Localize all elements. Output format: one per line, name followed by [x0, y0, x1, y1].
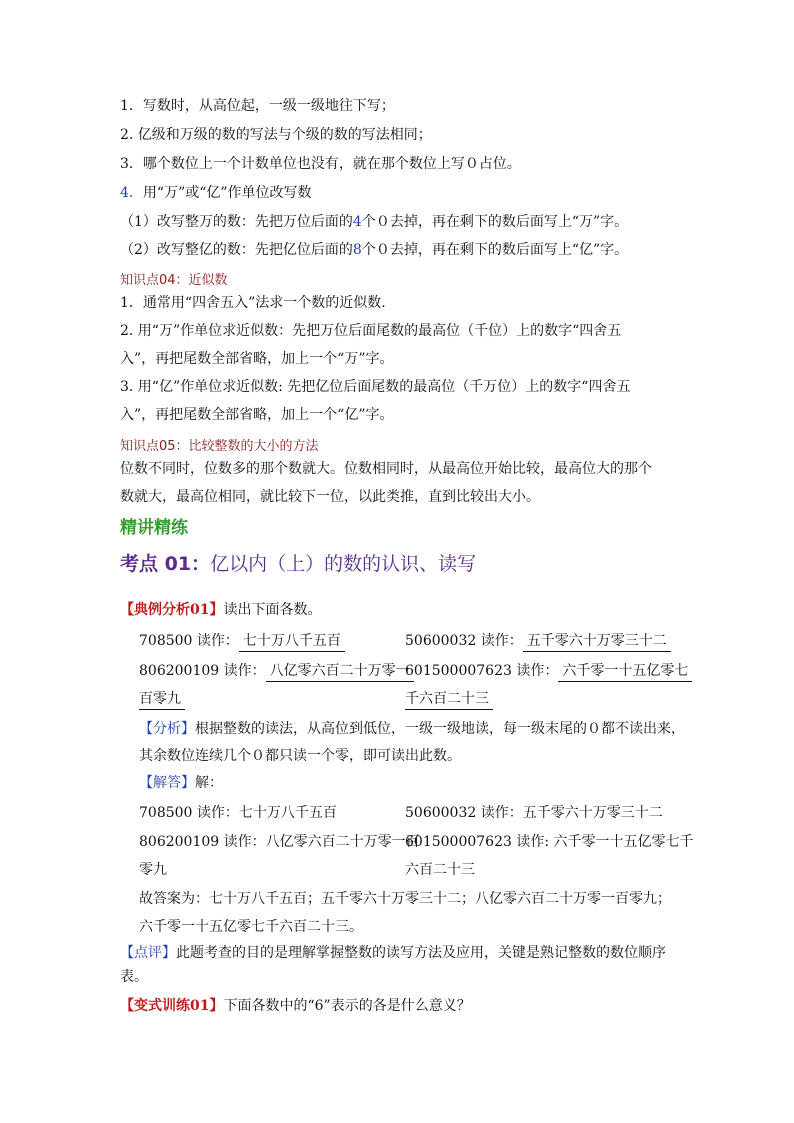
example-prompt-text: 读出下面各数。 [223, 602, 322, 618]
kp04-line-4: 3. 用“亿”作单位求近似数: 先把亿位后面尾数的最高位（千万位）上的数字“四舍五 [120, 379, 631, 395]
knowledge-point-05-title: 知识点05：比较整数的大小的方法 [120, 439, 319, 454]
rule-3: 3．哪个数位上一个计数单位也没有，就在那个数位上写０占位。 [120, 156, 521, 172]
rule-4b-count: 8 [352, 242, 362, 258]
analysis-tag: 【分析】 [139, 721, 195, 737]
question-1-label: 708500 读作： [139, 633, 239, 649]
rule-4 [120, 183, 312, 203]
comment-tag: 【点评】 [120, 945, 176, 961]
question-1 [139, 631, 345, 652]
kaodian-label: 考点 01： [120, 553, 211, 575]
solution-1: 708500 读作：七十万八千五百 [139, 805, 337, 821]
rule-4-number: 4． [120, 185, 143, 201]
rule-4-text: 用“万”或“亿”作单位改写数 [142, 185, 312, 201]
question-2 [405, 631, 671, 652]
analysis [139, 719, 685, 739]
answer-line-1: 故答案为：七十万八千五百；五千零六十万零三十二；八亿零六百二十万零一百零九； [139, 891, 671, 907]
solution-2: 50600032 读作：五千零六十万零三十二 [405, 805, 663, 821]
solution-3-line-2: 零九 [139, 862, 167, 878]
question-2-answer: 五千零六十万零三十二 [523, 632, 671, 652]
rule-4a-post: 个０去掉，再在剩下的数后面写上“万”字。 [361, 214, 629, 230]
question-1-answer: 七十万八千五百 [239, 632, 345, 652]
question-3-label: 806200109 读作： [139, 663, 266, 679]
question-4-cont [405, 689, 493, 710]
rule-1: 1．写数时，从高位起，一级一级地往下写； [120, 98, 395, 114]
rule-4b [120, 240, 628, 260]
analysis-text: 根据整数的读法，从高位到低位，一级一级地读，每一级末尾的０都不读出来， [195, 721, 685, 737]
comment-text: 此题考查的目的是理解掌握整数的读写方法及应用，关键是熟记整数的数位顺序 [176, 945, 666, 961]
question-3 [139, 661, 414, 682]
solution-text: 解： [195, 775, 223, 791]
question-4 [405, 661, 692, 682]
section-heading: 精讲精练 [120, 518, 188, 538]
kp04-line-5: 入”，再把尾数全部省略，加上一个“亿”字。 [120, 407, 394, 423]
example-tag: 【典例分析01】 [120, 602, 224, 618]
kaodian-text: 亿以内（上）的数的认识、读写 [210, 553, 477, 575]
knowledge-point-04-title: 知识点04：近似数 [120, 273, 228, 288]
solution-tag: 【解答】 [139, 775, 195, 791]
kaodian-title [120, 551, 476, 577]
solution-4-line-2: 六百二十三 [405, 862, 475, 878]
solution [139, 773, 223, 793]
kp04-line-2: 2. 用“万”作单位求近似数：先把万位后面尾数的最高位（千位）上的数字“四舍五 [120, 323, 622, 339]
kp05-line-2: 数就大，最高位相同，就比较下一位，以此类推，直到比较出大小。 [120, 489, 540, 505]
kp04-line-1: 1．通常用“四舍五入”法求一个数的近似数. [120, 295, 386, 311]
question-3-answer-line-1: 八亿零六百二十万零一 [266, 662, 414, 682]
question-3-cont [139, 689, 185, 710]
variant-text: 下面各数中的“6”表示的各是什么意义？ [223, 998, 471, 1014]
kp04-line-3: 入”，再把尾数全部省略，加上一个“万”字。 [120, 351, 394, 367]
question-4-answer-line-2: 千六百二十三 [405, 690, 493, 710]
comment [120, 943, 666, 963]
variant-training [120, 996, 471, 1016]
rule-4b-pre: （2）改写整亿的数：先把亿位后面的 [120, 242, 353, 258]
analysis-line-2: 其余数位连续几个０都只读一个零，即可读出此数。 [139, 748, 461, 764]
question-4-label: 601500007623 读作： [405, 663, 559, 679]
solution-3-line-1: 806200109 读作：八亿零六百二十万零一百 [139, 834, 420, 850]
solution-4-line-1: 601500007623 读作: 六千零一十五亿零七千 [405, 834, 694, 850]
question-2-label: 50600032 读作： [405, 633, 523, 649]
kp05-line-1: 位数不同时，位数多的那个数就大。位数相同时，从最高位开始比较，最高位大的那个 [120, 461, 652, 477]
question-3-answer-line-2: 百零九 [139, 690, 185, 710]
rule-4a-pre: （1）改写整万的数：先把万位后面的 [120, 214, 353, 230]
rule-4b-post: 个０去掉，再在剩下的数后面写上“亿”字。 [361, 242, 629, 258]
example-prompt [120, 600, 321, 620]
variant-tag: 【变式训练01】 [120, 998, 224, 1014]
question-4-answer-line-1: 六千零一十五亿零七 [558, 662, 692, 682]
rule-4a-count: 4 [352, 214, 362, 230]
rule-2: 2. 亿级和万级的数的写法与个级的数的写法相同； [120, 127, 432, 143]
answer-line-2: 六千零一十五亿零七千六百二十三。 [139, 919, 363, 935]
comment-line-2: 表。 [120, 969, 148, 985]
rule-4a [120, 212, 628, 232]
